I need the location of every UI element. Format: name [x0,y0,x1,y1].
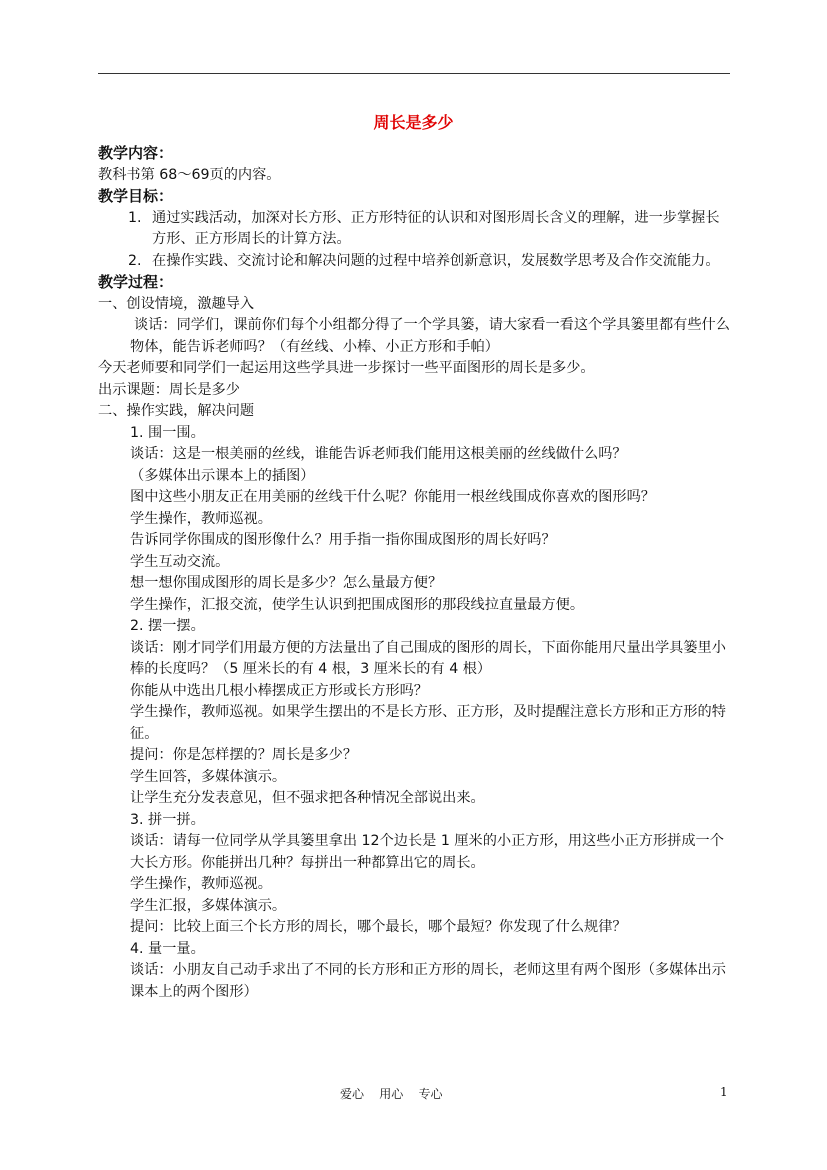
footer-motto: 爱心 用心 专心 [340,1087,443,1101]
goal-item [98,251,732,273]
header-rule [98,73,730,74]
lesson-line: 1. 围一围。 [130,424,205,441]
goals-heading: 教学目标： [98,187,174,205]
goal-item [98,208,732,251]
lesson-line: 想一想你围成图形的周长是多少？怎么量最方便？ [130,575,443,591]
part1-topic: 出示课题：周长是多少 [98,381,240,398]
lesson-line: 告诉同学你围成的图形像什么？用手指一指你围成图形的周长好吗？ [130,532,556,548]
part1-talk: 谈话：同学们，课前你们每个小组都分得了一个学具篓，请大家看一看这个学具篓里都有些什么物体，能告诉老师吗？（有丝线、小棒、小正方形和手帕） [130,317,730,355]
lesson-line: 2. 摆一摆。 [130,618,205,634]
lesson-line: 学生操作，教师巡视。 [130,876,272,892]
goal-number: 1. [128,209,142,226]
part2-lines [98,423,732,1004]
part2-heading: 二、操作实践，解决问题 [98,403,255,419]
document-body [98,143,732,1003]
lesson-line: 图中这些小朋友正在用美丽的丝线干什么呢？你能用一根丝线围成你喜欢的图形吗？ [130,489,655,505]
lesson-line: 3. 拼一拼。 [130,811,205,828]
lesson-line: 谈话：请每一位同学从学具篓里拿出 12个边长是 1 厘米的小正方形，用这些小正方形拼成一个大长方形。你能拼出几种？每拼出一种都算出它的周长。 [130,833,724,871]
part1-line: 今天老师要和同学们一起运用这些学具进一步探讨一些平面图形的周长是多少。 [98,360,595,376]
lesson-line: 提问：你是怎样摆的？周长是多少？ [130,747,358,763]
lesson-line: 学生操作，教师巡视。如果学生摆出的不是长方形、正方形，及时提醒注意长方形和正方形的特征。 [130,704,726,742]
process-heading: 教学过程： [98,273,174,291]
lesson-line: 谈话：小朋友自己动手求出了不同的长方形和正方形的周长，老师这里有两个图形（多媒体出示课本上的两个图形） [130,962,726,1000]
lesson-line: 让学生充分发表意见，但不强求把各种情况全部说出来。 [130,790,485,806]
goal-text: 通过实践活动，加深对长方形、正方形特征的认识和对图形周长含义的理解，进一步掌握长方形、正方形周长的计算方法。 [152,209,720,247]
lesson-line: 谈话：刚才同学们用最方便的方法量出了自己围成的图形的周长，下面你能用尺量出学具篓里小棒的长度吗？（5 厘米长的有 4 根，3 厘米长的有 4 根） [130,639,726,677]
lesson-line: 提问：比较上面三个长方形的周长，哪个最长，哪个最短？你发现了什么规律？ [130,919,627,935]
goal-text: 在操作实践、交流讨论和解决问题的过程中培养创新意识，发展数学思考及合作交流能力。 [152,252,720,269]
part1-heading: 一、创设情境，激趣导入 [98,295,255,312]
page-title: 周长是多少 [373,113,454,132]
lesson-line: 4. 量一量。 [130,940,205,957]
lesson-line: 学生操作，汇报交流，使学生认识到把围成图形的那段线拉直量最方便。 [130,596,585,613]
page-number: 1 [720,1085,728,1099]
lesson-line: 你能从中选出几根小棒摆成正方形或长方形吗？ [130,682,428,699]
goal-number: 2. [128,252,142,269]
lesson-line: 学生汇报，多媒体演示。 [130,897,287,914]
content-heading: 教学内容： [98,144,174,162]
lesson-line: （多媒体出示课本上的插图） [130,467,315,484]
content-text: 教科书第 68～69页的内容。 [98,166,281,183]
lesson-line: 谈话：这是一根美丽的丝线，谁能告诉老师我们能用这根美丽的丝线做什么吗？ [130,446,627,462]
lesson-line: 学生回答，多媒体演示。 [130,768,287,785]
lesson-line: 学生互动交流。 [130,553,230,570]
lesson-line: 学生操作，教师巡视。 [130,510,272,527]
